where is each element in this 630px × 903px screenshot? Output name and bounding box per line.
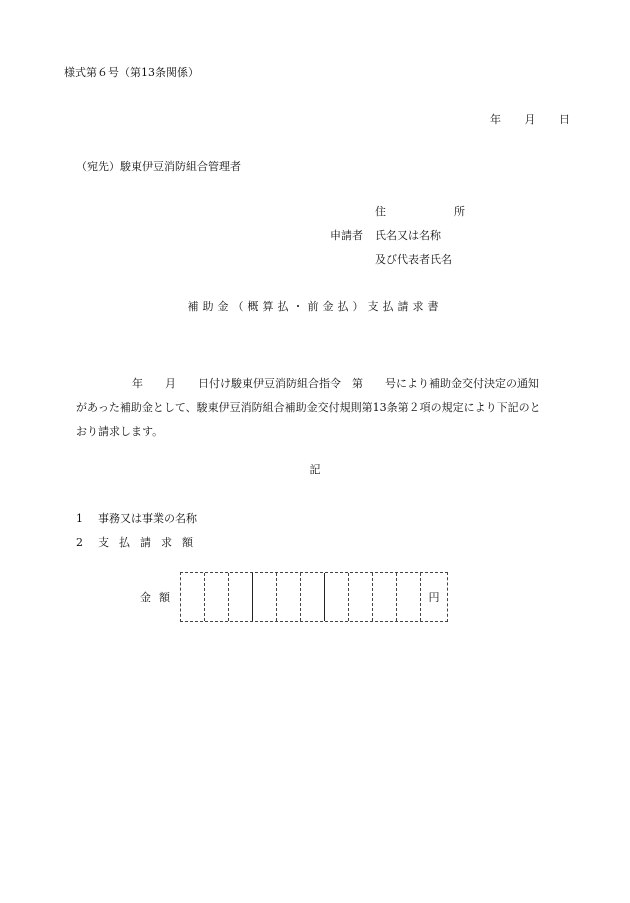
amount-row [140, 572, 448, 622]
address-label [375, 205, 465, 219]
name-label: 氏名又は名称 [375, 229, 441, 242]
digit-cell[interactable] [397, 573, 421, 621]
document-title: 補助金（概算払・前金払）支払請求書 [187, 300, 443, 313]
item-payment-amount [76, 536, 203, 550]
item-label: 支払請求額 [98, 536, 203, 549]
yen-unit: 円 [428, 591, 440, 604]
amount-grid [180, 572, 448, 622]
item-label: 事務又は事業の名称 [98, 512, 197, 525]
address-label-part-1: 住 [375, 205, 386, 218]
digit-cell[interactable] [181, 573, 205, 621]
ki-heading: 記 [309, 463, 321, 476]
body-line-1: 年 月 日付け駿東伊豆消防組合指令 第 号により補助金交付決定の通知 [132, 377, 539, 390]
amount-label: 金額 [140, 591, 178, 604]
item-number: 1 [76, 512, 83, 525]
digit-cell[interactable] [325, 573, 349, 621]
digit-cell[interactable] [301, 573, 325, 621]
body-line-2: があった補助金として、駿東伊豆消防組合補助金交付規則第13条第２項の規定により下記のと [76, 401, 541, 414]
applicant-name-row [330, 229, 465, 253]
digit-cell[interactable] [229, 573, 253, 621]
date-month: 月 [524, 113, 536, 126]
rep-label: 及び代表者氏名 [375, 253, 452, 266]
addressee: （宛先）駿東伊豆消防組合管理者 [76, 160, 241, 173]
digit-cell[interactable] [373, 573, 397, 621]
item-business-name [76, 512, 197, 526]
body-line-3: おり請求します。 [76, 425, 164, 438]
applicant-rep-row [330, 253, 465, 277]
item-number: 2 [76, 536, 83, 549]
digit-cell[interactable] [349, 573, 373, 621]
digit-cell[interactable] [253, 573, 277, 621]
date-year: 年 [490, 113, 501, 126]
form-number: 様式第６号（第13条関係） [64, 66, 199, 79]
address-label-part-2: 所 [454, 205, 465, 218]
applicant-role: 申請者 [330, 229, 363, 242]
applicant-block [330, 205, 465, 277]
date-line [490, 113, 570, 127]
date-day: 日 [559, 113, 570, 126]
digit-cell[interactable] [205, 573, 229, 621]
digit-cell[interactable] [277, 573, 301, 621]
applicant-address-row [330, 205, 465, 229]
body-text [76, 372, 576, 444]
